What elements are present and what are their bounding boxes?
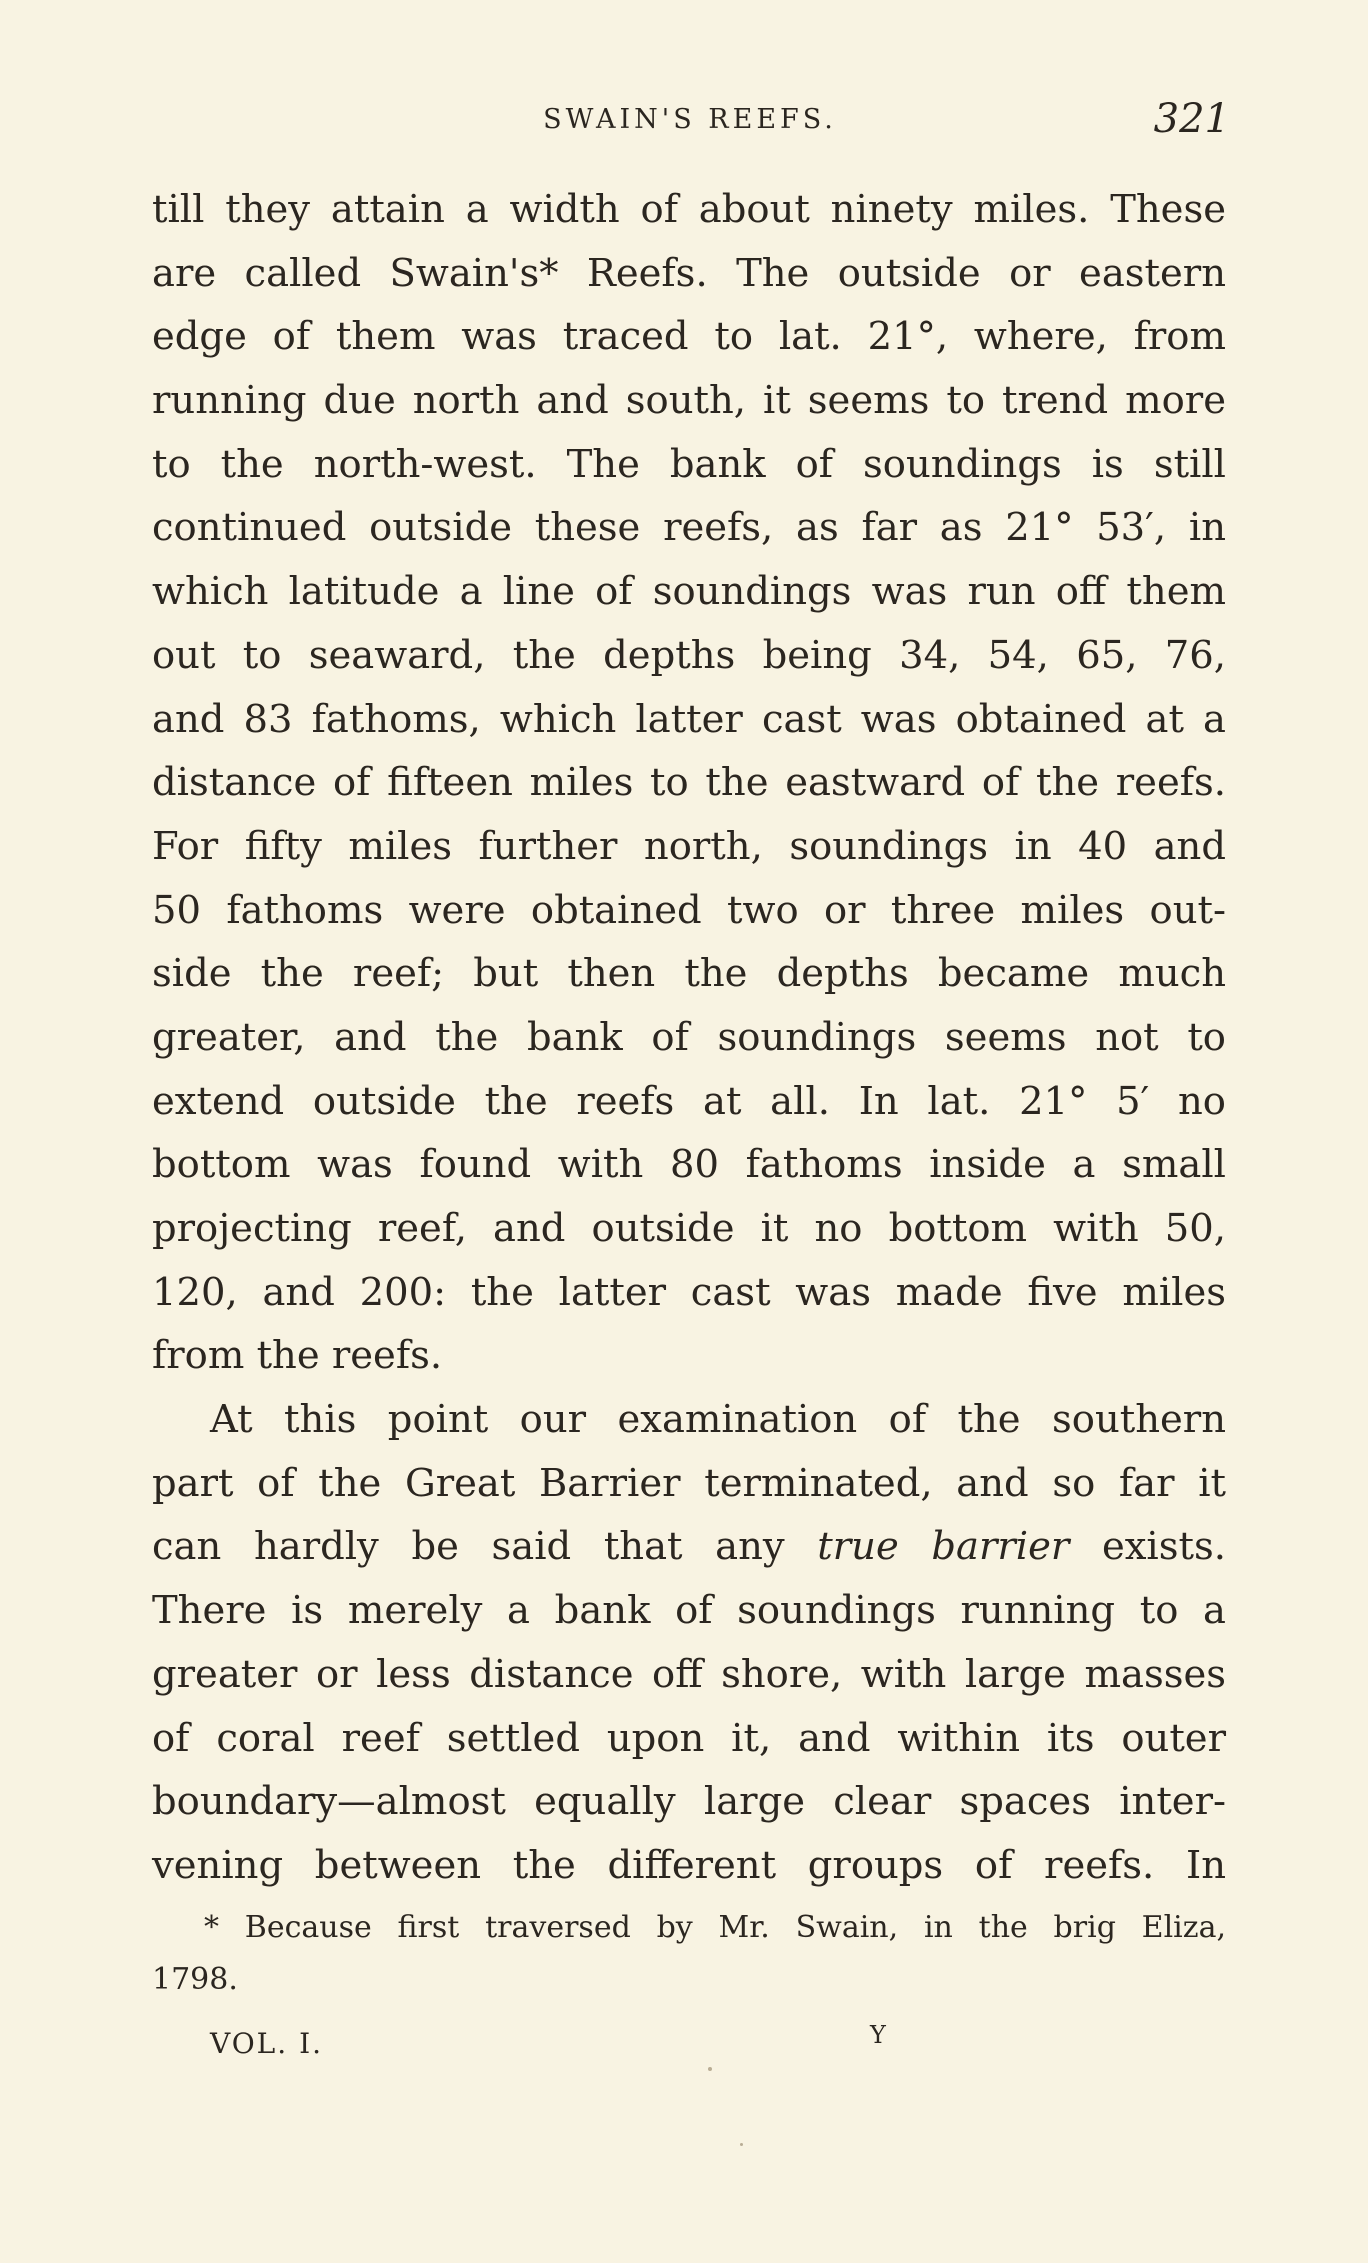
text-line: greater or less distance off shore, with large masses <box>152 1651 1226 1697</box>
signature-mark: Y <box>870 2021 888 2049</box>
paper-speck <box>740 2143 743 2146</box>
text-line: extend outside the reefs at all. In lat. 21° 5′ no <box>152 1078 1226 1124</box>
text-line: of coral reef settled upon it, and within its outer <box>152 1715 1226 1761</box>
text-line: continued outside these reefs, as far as 21° 53′, in <box>152 505 1226 551</box>
text-line: which latitude a line of soundings was run off them <box>152 569 1226 615</box>
text-line: There is merely a bank of soundings running to a <box>152 1588 1226 1634</box>
footnote-line: 1798. <box>152 1962 238 1997</box>
running-title: SWAIN'S REEFS. <box>543 104 837 135</box>
text-line: distance of fifteen miles to the eastward of the reefs. <box>152 760 1226 806</box>
page-number: 321 <box>1153 96 1230 142</box>
text-line: boundary—almost equally large clear spaces inter- <box>152 1779 1226 1825</box>
text-line: are called Swain's* Reefs. The outside or eastern <box>152 250 1226 296</box>
text-fragment: can hardly be said that any <box>152 1524 785 1570</box>
text-line: to the north-west. The bank of soundings is still <box>152 441 1226 487</box>
text-line: and 83 fathoms, which latter cast was obtained at a <box>152 696 1226 742</box>
text-line: part of the Great Barrier terminated, and so far it <box>152 1460 1226 1506</box>
text-line: vening between the different groups of reefs. In <box>152 1842 1226 1888</box>
text-line: projecting reef, and outside it no bottom with 50, <box>152 1206 1226 1251</box>
text-line: bottom was found with 80 fathoms inside a small <box>152 1142 1226 1188</box>
footnote <box>152 1902 1226 2006</box>
text-line: 50 fathoms were obtained two or three miles out- <box>152 887 1226 933</box>
text-line <box>152 1515 1226 1579</box>
text-fragment: exists. <box>1101 1524 1226 1570</box>
text-line: greater, and the bank of soundings seems not to <box>152 1014 1226 1060</box>
text-line: edge of them was traced to lat. 21°, where, from <box>152 314 1226 360</box>
footnote-line: * Because first traversed by Mr. Swain, in the brig Eliza, <box>204 1910 1226 1945</box>
text-line: At this point our examination of the southern <box>210 1397 1226 1443</box>
text-line: till they attain a width of about ninety miles. These <box>152 187 1226 232</box>
signature-line <box>210 2021 970 2071</box>
body-text <box>152 178 1226 1898</box>
paper-speck <box>708 2067 712 2071</box>
text-line: from the reefs. <box>152 1333 443 1379</box>
text-line: out to seaward, the depths being 34, 54, 65, 76, <box>152 632 1226 678</box>
text-line: For fifty miles further north, soundings in 40 and <box>152 823 1226 869</box>
text-line: running due north and south, it seems to trend more <box>152 378 1226 424</box>
text-line: side the reef; but then the depths became much <box>152 951 1226 997</box>
text-line: 120, and 200: the latter cast was made five miles <box>152 1269 1226 1315</box>
volume-mark: VOL. I. <box>210 2027 324 2060</box>
italic-phrase: true barrier <box>817 1524 1070 1570</box>
running-head <box>150 96 1230 156</box>
